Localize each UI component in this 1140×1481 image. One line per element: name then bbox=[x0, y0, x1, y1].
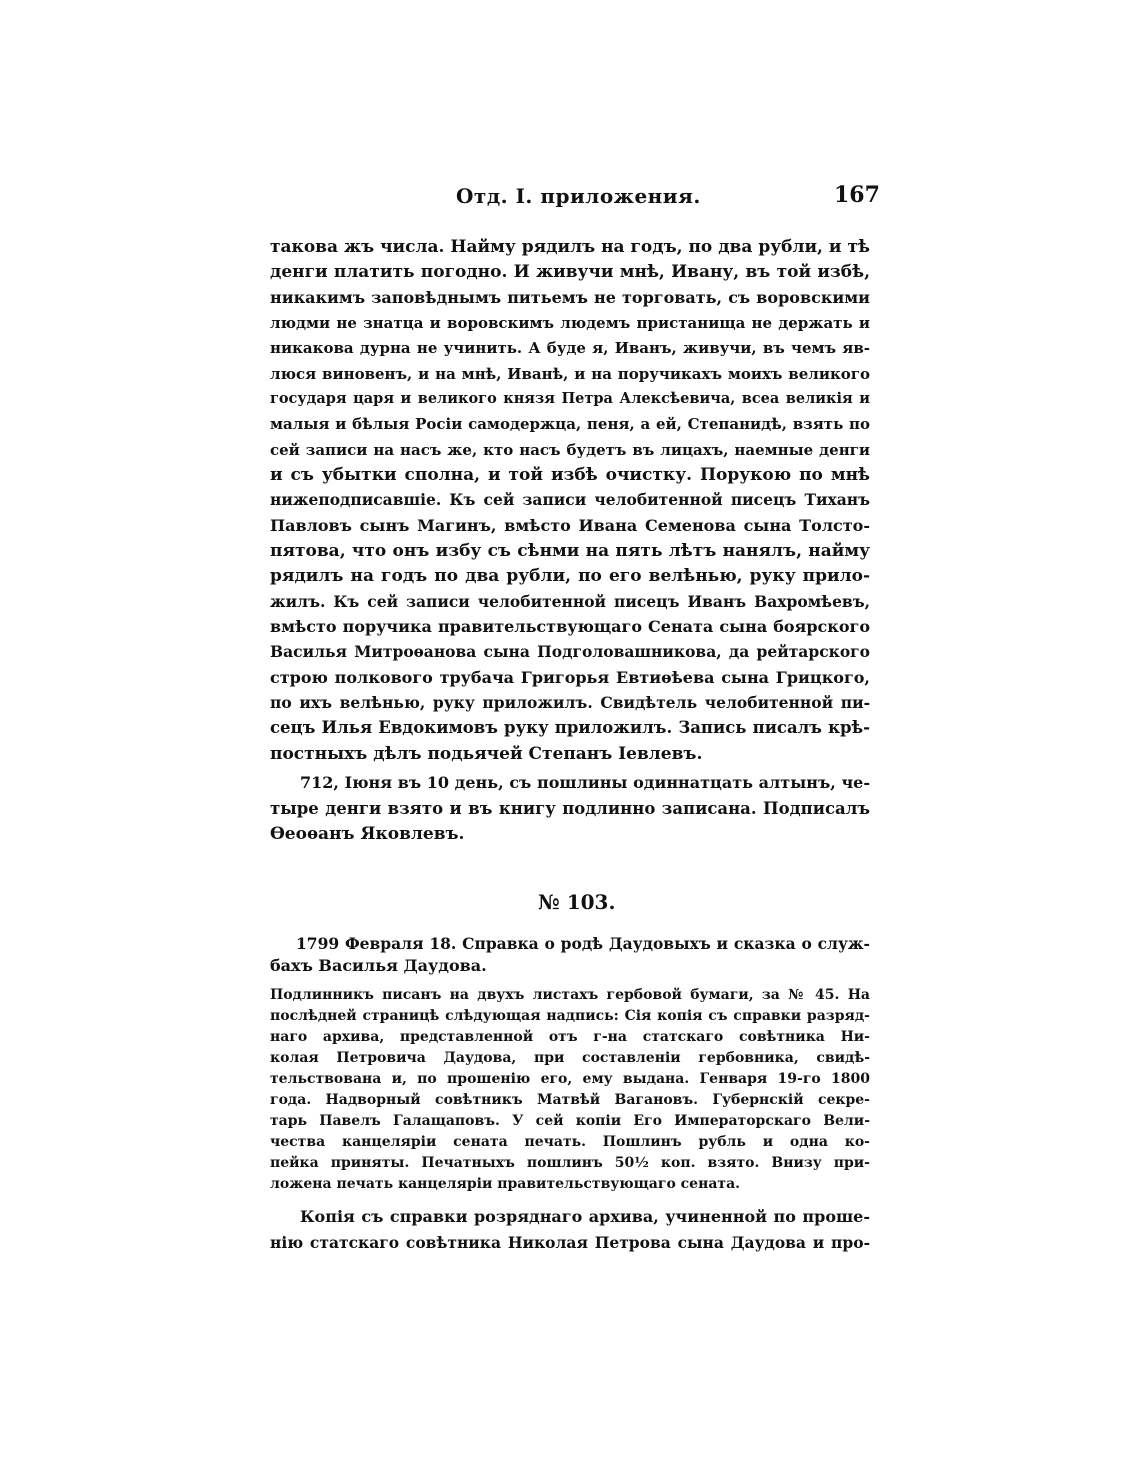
body-line: Павловъ сынъ Магинъ, вмѣсто Ивана Семенова сына Толсто- bbox=[270, 516, 870, 535]
body-line: никакимъ заповѣднымъ питьемъ не торговать, съ воровскими bbox=[270, 288, 870, 307]
body-line: рядилъ на годъ по два рубли, по его велѣнью, руку прило- bbox=[270, 566, 870, 586]
closing-line: 712, Іюня въ 10 день, съ пошлины одиннатцать алтынъ, че- bbox=[300, 773, 870, 792]
document-number: № 103. bbox=[538, 890, 616, 914]
note-line: послѣдней страницѣ слѣдующая надпись: Сія копія съ справки разряд- bbox=[270, 1008, 870, 1024]
body-line: вмѣсто поручика правительствующаго Сената сына боярского bbox=[270, 617, 870, 636]
body-line: людми не знатца и воровскимъ людемъ пристанища не держать и bbox=[270, 314, 870, 332]
note-line: наго архива, представленной отъ г-на статскаго совѣтника Ни- bbox=[270, 1029, 870, 1045]
note-line: ложена печать канцеляріи правительствующаго сената. bbox=[270, 1176, 741, 1192]
note-line: тарь Павелъ Галащаповъ. У сей копіи Его Императорскаго Вели- bbox=[270, 1113, 870, 1129]
note-line: колая Петровича Даудова, при составленіи гербовника, свидѣ- bbox=[270, 1050, 870, 1066]
copy-line: Копія съ справки розряднаго архива, учиненной по проше- bbox=[300, 1207, 870, 1226]
body-line: люся виновенъ, и на мнѣ, Иванѣ, и на поручикахъ моихъ великого bbox=[270, 365, 870, 383]
body-line: пятова, что онъ избу съ сѣнми на пять лѣтъ нанялъ, найму bbox=[270, 541, 870, 561]
body-line: денги платить погодно. И живучи мнѣ, Ивану, въ той избѣ, bbox=[270, 262, 870, 282]
note-line: пейка приняты. Печатныхъ пошлинъ 50½ коп. взято. Внизу при- bbox=[270, 1155, 870, 1171]
body-line: малыя и бѣлыя Росіи самодержца, пеня, а ей, Степанидѣ, взять по bbox=[270, 415, 870, 433]
running-head: Отд. I. приложения. bbox=[456, 184, 701, 208]
note-line: Подлинникъ писанъ на двухъ листахъ гербовой бумаги, за № 45. На bbox=[270, 987, 870, 1003]
body-line: нижеподписавшіе. Къ сей записи челобитенной писецъ Тиханъ bbox=[270, 490, 870, 509]
body-line: такова жъ числа. Найму рядилъ на годъ, по два рубли, и тѣ bbox=[270, 237, 870, 257]
body-line: государя царя и великого князя Петра Алексѣевича, всеа великія и bbox=[270, 390, 870, 407]
note-line: тельствована и, по прошенію его, ему выдана. Генваря 19-го 1800 bbox=[270, 1071, 870, 1087]
copy-line: нію статскаго совѣтника Николая Петрова сына Даудова и про- bbox=[270, 1233, 870, 1252]
body-line: сей записи на насъ же, кто насъ будетъ въ лицахъ, наемные денги bbox=[270, 441, 870, 459]
closing-line: Ѳеоѳанъ Яковлевъ. bbox=[270, 824, 465, 844]
note-line: чества канцеляріи сената печать. Пошлинъ рубль и одна ко- bbox=[270, 1134, 870, 1150]
body-line: и съ убытки сполна, и той избѣ очистку. Порукою по мнѣ bbox=[270, 465, 870, 485]
body-line: жилъ. Къ сей записи челобитенной писецъ Иванъ Вахромѣевъ, bbox=[270, 592, 870, 611]
body-line: никакова дурна не учинить. А буде я, Иванъ, живучи, въ чемъ яв- bbox=[270, 339, 870, 357]
page-number: 167 bbox=[834, 182, 880, 208]
body-line: постныхъ дѣлъ подьячей Степанъ Іевлевъ. bbox=[270, 744, 703, 764]
document-heading-line: бахъ Василья Даудова. bbox=[270, 956, 487, 975]
body-line: Василья Митроѳанова сына Подголовашникова, да рейтарского bbox=[270, 642, 870, 661]
body-line: по ихъ велѣнью, руку приложилъ. Свидѣтель челобитенной пи- bbox=[270, 693, 870, 712]
note-line: года. Надворный совѣтникъ Матвѣй Вагановъ. Губернскій секре- bbox=[270, 1092, 870, 1108]
closing-line: тыре денги взято и въ книгу подлинно записана. Подписалъ bbox=[270, 799, 870, 818]
body-line: строю полкового трубача Григорья Евтиѳѣева сына Грицкого, bbox=[270, 668, 870, 687]
document-heading-line: 1799 Февраля 18. Справка о родѣ Даудовыхъ и сказка о служ- bbox=[296, 934, 870, 953]
body-line: сецъ Илья Евдокимовъ руку приложилъ. Запись писалъ крѣ- bbox=[270, 718, 870, 737]
